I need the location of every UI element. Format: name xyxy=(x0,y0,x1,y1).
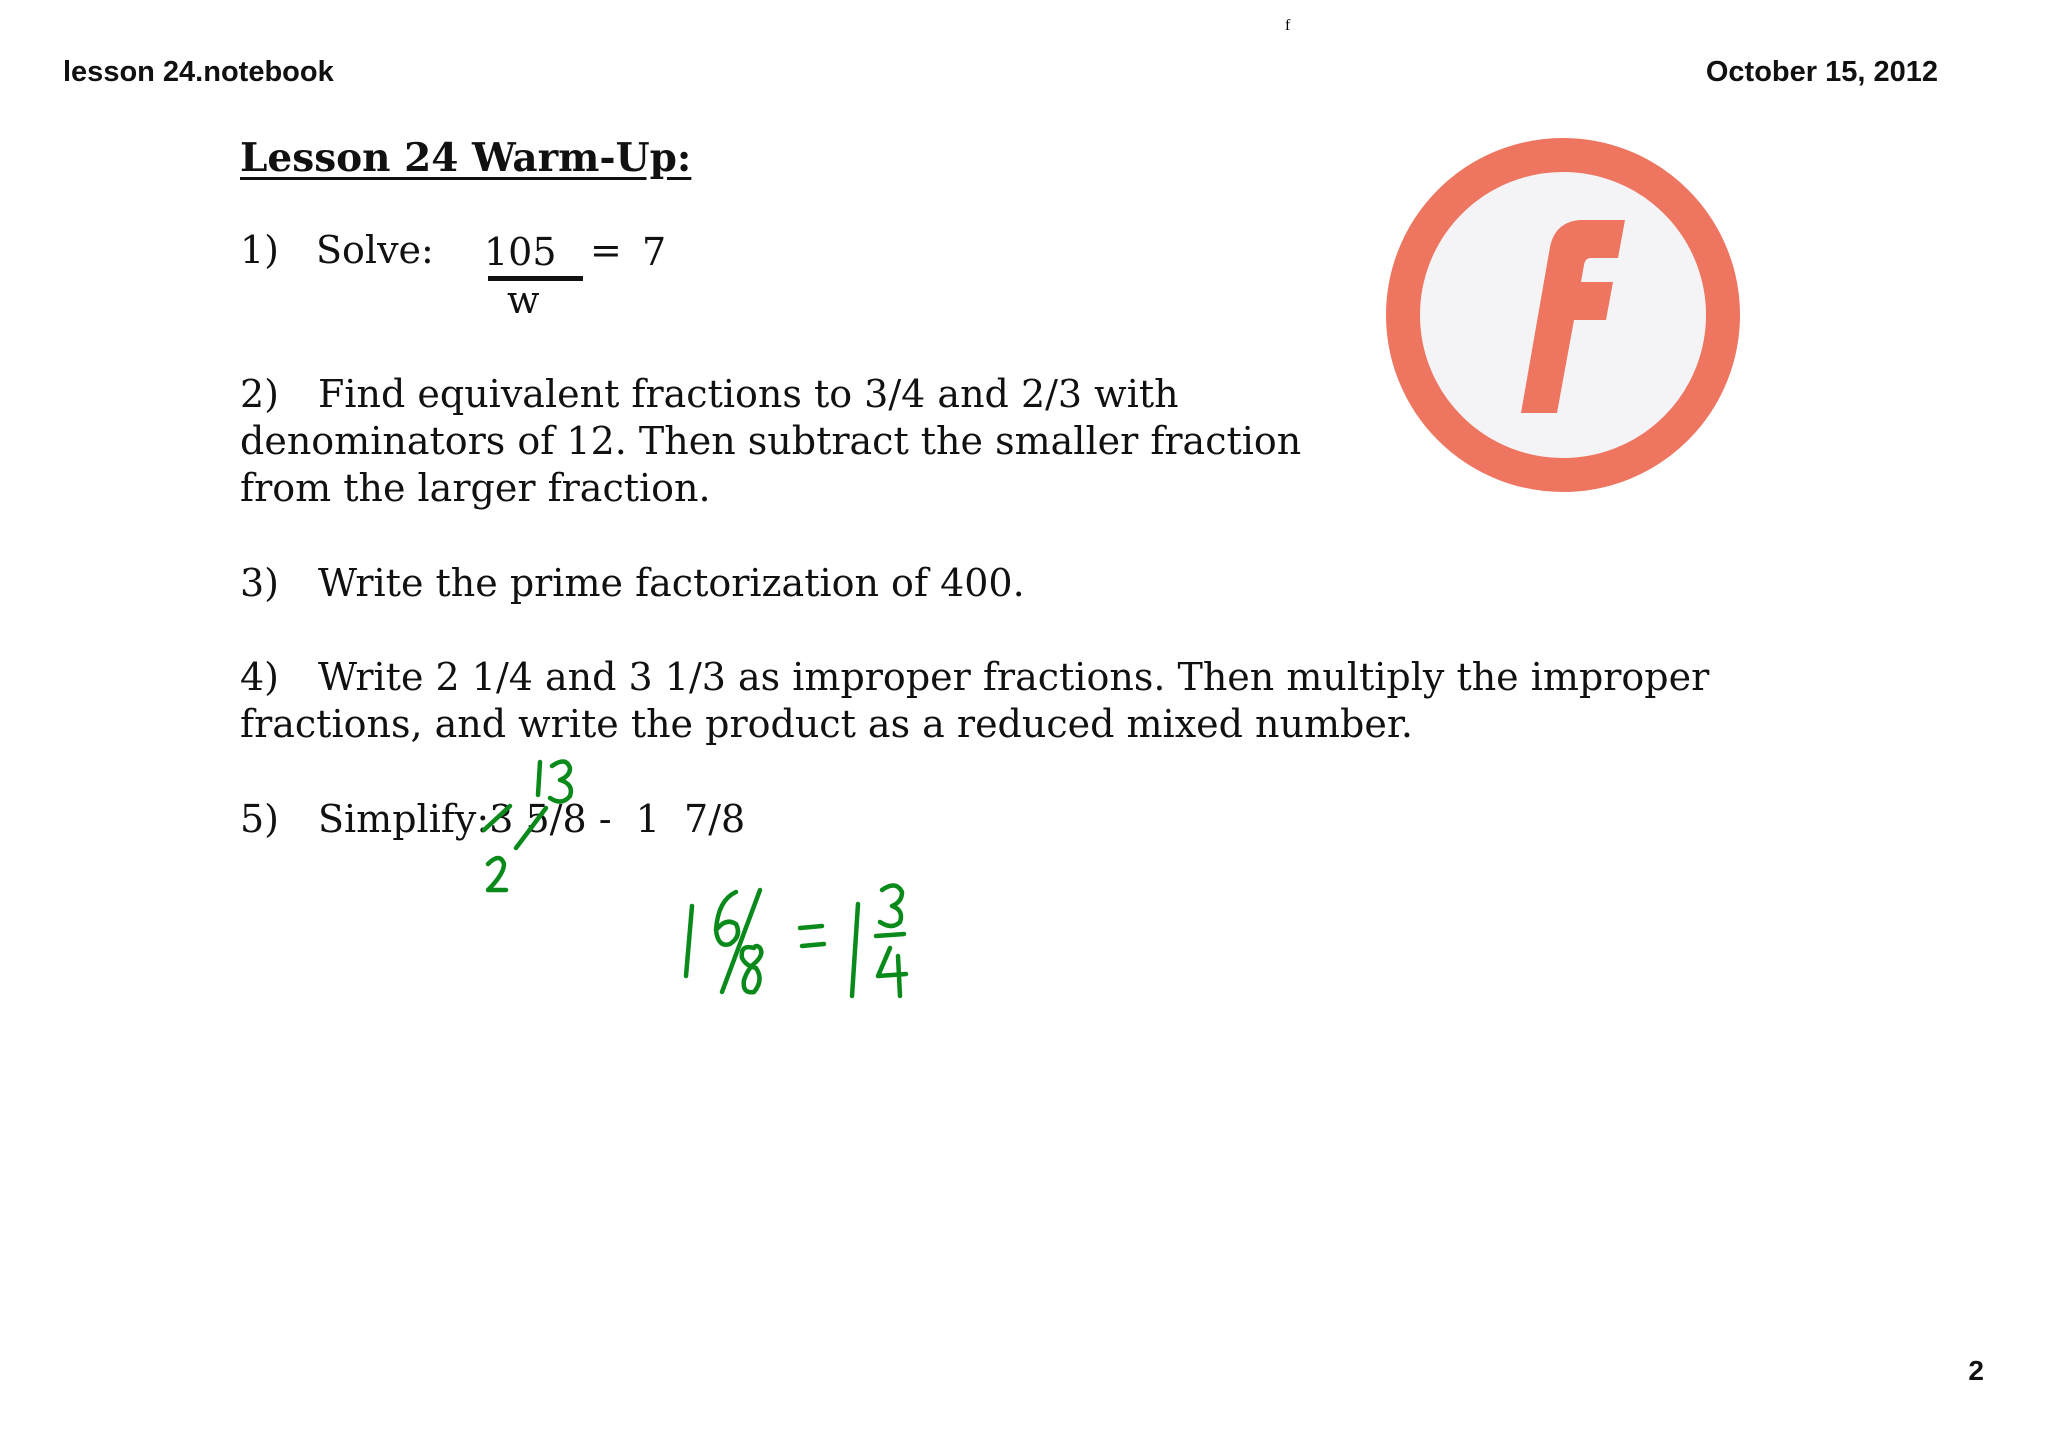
question-5-whole: 3 xyxy=(489,797,514,841)
equals-stroke xyxy=(800,926,822,928)
handwritten-digit xyxy=(538,762,540,795)
question-4-line-2: fractions, and write the product as a reduced mixed number. xyxy=(240,702,1413,746)
question-5-label: Simplify: xyxy=(318,797,490,841)
strikethrough-mark xyxy=(516,808,546,848)
logo-letter: f xyxy=(1285,17,1291,34)
handwritten-digit xyxy=(852,904,858,996)
handwritten-digit xyxy=(878,948,906,976)
handwritten-digit xyxy=(880,885,902,926)
question-1-denominator: w xyxy=(507,278,540,322)
handwritten-digit xyxy=(550,761,571,801)
question-3-number: 3) xyxy=(240,561,280,605)
page-number: 2 xyxy=(1968,1355,1984,1386)
question-1-label: Solve: xyxy=(316,228,434,272)
handwritten-digit xyxy=(898,956,900,996)
question-2-line-1: Find equivalent fractions to 3/4 and 2/3 with xyxy=(318,372,1179,416)
question-1-equals: = xyxy=(590,228,622,272)
page-title: Lesson 24 Warm-Up: xyxy=(240,135,692,181)
strikethrough-mark xyxy=(484,806,510,830)
question-2-line-3: from the larger fraction. xyxy=(240,466,711,510)
handwritten-slash xyxy=(722,890,760,992)
equals-stroke xyxy=(802,944,824,946)
question-4-line-1: Write 2 1/4 and 3 1/3 as improper fractions. Then multiply the improper xyxy=(318,655,1710,699)
question-5-fraction: 5/8 xyxy=(525,797,587,841)
f-logo xyxy=(1285,17,1741,500)
question-2-line-2: denominators of 12. Then subtract the smaller fraction xyxy=(240,419,1302,463)
question-3-text: Write the prime factorization of 400. xyxy=(318,561,1025,605)
handwritten-digit xyxy=(488,858,506,890)
question-4-number: 4) xyxy=(240,655,280,699)
handwritten-digit xyxy=(742,946,762,992)
notebook-filename: lesson 24.notebook xyxy=(63,56,334,88)
handwritten-digit xyxy=(686,906,692,976)
question-1-number: 1) xyxy=(240,228,280,272)
question-1-numerator: 105 xyxy=(484,230,557,274)
question-5-rest: - 1 7/8 xyxy=(586,797,746,841)
notebook-date: October 15, 2012 xyxy=(1705,56,1938,88)
handwritten-fraction-bar xyxy=(876,934,904,936)
question-5-number: 5) xyxy=(240,797,280,841)
question-2-number: 2) xyxy=(240,372,280,416)
question-1-answer: 7 xyxy=(642,230,667,274)
handwritten-digit xyxy=(716,892,738,945)
